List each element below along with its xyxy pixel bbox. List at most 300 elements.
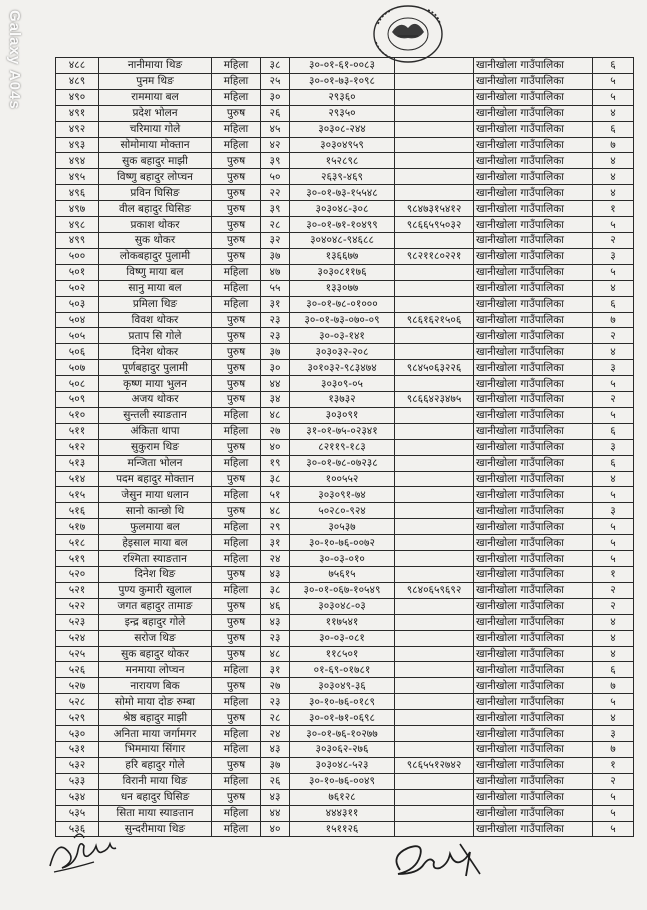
- municipality-cell: खानीखोला गाउँपालिका: [474, 821, 593, 837]
- ward-cell: ४: [593, 185, 634, 201]
- age-cell: ४०: [261, 439, 290, 455]
- age-cell: २७: [261, 423, 290, 439]
- municipality-cell: खानीखोला गाउँपालिका: [474, 487, 593, 503]
- serial-cell: ५१३: [56, 455, 99, 471]
- citizenship-cell: ३०३०३२-२०८: [290, 344, 395, 360]
- name-cell: जेसुन माया धलान: [99, 487, 212, 503]
- citizenship-cell: ११८५०१: [290, 646, 395, 662]
- name-cell: पुण्य कुमारी खुलाल: [99, 582, 212, 598]
- gender-cell: महिला: [212, 821, 261, 837]
- phone-cell: [395, 726, 474, 742]
- age-cell: २४: [261, 551, 290, 567]
- municipality-cell: खानीखोला गाउँपालिका: [474, 646, 593, 662]
- citizenship-cell: ३०-०१-७३-१०९८: [290, 73, 395, 89]
- serial-cell: ५०७: [56, 360, 99, 376]
- age-cell: ४८: [261, 646, 290, 662]
- table-row: [56, 551, 634, 567]
- table-row: [56, 392, 634, 408]
- phone-cell: [395, 503, 474, 519]
- table-row: [56, 598, 634, 614]
- gender-cell: पुरुष: [212, 185, 261, 201]
- municipality-cell: खानीखोला गाउँपालिका: [474, 392, 593, 408]
- citizenship-cell: ८२११९-१८३: [290, 439, 395, 455]
- table-row: [56, 455, 634, 471]
- table-row: [56, 296, 634, 312]
- name-cell: राममाया बल: [99, 89, 212, 105]
- citizenship-cell: ३१-०१-७५-०२३४१: [290, 423, 395, 439]
- ward-cell: ५: [593, 551, 634, 567]
- phone-cell: [395, 280, 474, 296]
- serial-cell: ५०९: [56, 392, 99, 408]
- age-cell: २८: [261, 217, 290, 233]
- gender-cell: महिला: [212, 58, 261, 74]
- serial-cell: ५१६: [56, 503, 99, 519]
- serial-cell: ५३१: [56, 741, 99, 757]
- phone-cell: ९८४५०६३२२६: [395, 360, 474, 376]
- ward-cell: ७: [593, 137, 634, 153]
- gender-cell: पुरुष: [212, 439, 261, 455]
- name-cell: इन्द्र बहादुर गोले: [99, 614, 212, 630]
- name-cell: सरोज थिङ: [99, 630, 212, 646]
- gender-cell: महिला: [212, 121, 261, 137]
- table-row: [56, 248, 634, 264]
- phone-cell: [395, 121, 474, 137]
- citizenship-cell: ३०३०४८-५२३: [290, 757, 395, 773]
- age-cell: ४८: [261, 407, 290, 423]
- table-row: [56, 646, 634, 662]
- age-cell: ३८: [261, 471, 290, 487]
- phone-cell: [395, 567, 474, 583]
- phone-cell: [395, 710, 474, 726]
- serial-cell: ४९९: [56, 232, 99, 248]
- ward-cell: ७: [593, 312, 634, 328]
- serial-cell: ४९७: [56, 201, 99, 217]
- phone-cell: [395, 455, 474, 471]
- serial-cell: ५०५: [56, 328, 99, 344]
- name-cell: सुकुराम थिङ: [99, 439, 212, 455]
- phone-cell: ९८६५५१२७४२: [395, 757, 474, 773]
- municipality-cell: खानीखोला गाउँपालिका: [474, 89, 593, 105]
- ward-cell: ४: [593, 710, 634, 726]
- citizenship-cell: ३०-०३-०१०: [290, 551, 395, 567]
- name-cell: प्रताप सि गोले: [99, 328, 212, 344]
- municipality-cell: खानीखोला गाउँपालिका: [474, 662, 593, 678]
- table-row: [56, 439, 634, 455]
- name-cell: विष्णु बहादुर लोप्चन: [99, 169, 212, 185]
- municipality-cell: खानीखोला गाउँपालिका: [474, 360, 593, 376]
- table-row: [56, 360, 634, 376]
- citizenship-cell: ०१-६९-०१७८१: [290, 662, 395, 678]
- municipality-cell: खानीखोला गाउँपालिका: [474, 741, 593, 757]
- table-row: [56, 710, 634, 726]
- municipality-cell: खानीखोला गाउँपालिका: [474, 551, 593, 567]
- ward-cell: ३: [593, 503, 634, 519]
- table-row: [56, 789, 634, 805]
- table-row: [56, 757, 634, 773]
- citizenship-cell: ५०२८०-९२४: [290, 503, 395, 519]
- serial-cell: ५२९: [56, 710, 99, 726]
- ward-cell: ४: [593, 344, 634, 360]
- gender-cell: पुरुष: [212, 217, 261, 233]
- table-row: [56, 487, 634, 503]
- serial-cell: ४८८: [56, 58, 99, 74]
- phone-cell: [395, 423, 474, 439]
- phone-cell: [395, 789, 474, 805]
- table-row: [56, 376, 634, 392]
- phone-cell: [395, 805, 474, 821]
- municipality-cell: खानीखोला गाउँपालिका: [474, 169, 593, 185]
- age-cell: ५०: [261, 169, 290, 185]
- citizenship-cell: ३०-०१-७१-०६९८: [290, 710, 395, 726]
- phone-cell: [395, 694, 474, 710]
- gender-cell: पुरुष: [212, 105, 261, 121]
- gender-cell: पुरुष: [212, 598, 261, 614]
- name-cell: सुक थोकर: [99, 232, 212, 248]
- age-cell: ४३: [261, 789, 290, 805]
- age-cell: ३७: [261, 248, 290, 264]
- age-cell: ३०: [261, 89, 290, 105]
- citizenship-cell: ३०-०३-१४१: [290, 328, 395, 344]
- name-cell: विरानी माया थिङ: [99, 773, 212, 789]
- ward-cell: ६: [593, 423, 634, 439]
- serial-cell: ५२१: [56, 582, 99, 598]
- table-row: [56, 73, 634, 89]
- serial-cell: ५०२: [56, 280, 99, 296]
- table-row: [56, 726, 634, 742]
- citizenship-cell: १५११२६: [290, 821, 395, 837]
- phone-cell: [395, 551, 474, 567]
- citizenship-cell: ३०-०१-७८-०१०००: [290, 296, 395, 312]
- age-cell: ४७: [261, 264, 290, 280]
- citizenship-cell: ३०-१०-७६-००७२: [290, 535, 395, 551]
- municipality-cell: खानीखोला गाउँपालिका: [474, 296, 593, 312]
- name-cell: हेइसाल माया बल: [99, 535, 212, 551]
- gender-cell: महिला: [212, 137, 261, 153]
- citizenship-cell: ७५६१५: [290, 567, 395, 583]
- ward-cell: ५: [593, 264, 634, 280]
- name-cell: श्रेष्ठ बहादुर माझी: [99, 710, 212, 726]
- gender-cell: पुरुष: [212, 232, 261, 248]
- serial-cell: ४९६: [56, 185, 99, 201]
- table-row: [56, 121, 634, 137]
- device-watermark: Galaxy A04s: [6, 10, 23, 110]
- ward-cell: ३: [593, 726, 634, 742]
- gender-cell: पुरुष: [212, 710, 261, 726]
- ward-cell: ६: [593, 58, 634, 74]
- name-cell: सुन्दरीमाया थिङ: [99, 821, 212, 837]
- phone-cell: [395, 487, 474, 503]
- municipality-cell: खानीखोला गाउँपालिका: [474, 105, 593, 121]
- gender-cell: महिला: [212, 773, 261, 789]
- municipality-cell: खानीखोला गाउँपालिका: [474, 582, 593, 598]
- ward-cell: २: [593, 582, 634, 598]
- age-cell: ४२: [261, 137, 290, 153]
- ward-cell: १: [593, 757, 634, 773]
- municipality-cell: खानीखोला गाउँपालिका: [474, 121, 593, 137]
- citizenship-cell: २९३५०: [290, 105, 395, 121]
- citizenship-cell: ३०-०१-६१-००८३: [290, 58, 395, 74]
- ward-cell: २: [593, 773, 634, 789]
- gender-cell: महिला: [212, 519, 261, 535]
- phone-cell: [395, 471, 474, 487]
- age-cell: ४३: [261, 567, 290, 583]
- name-cell: कृष्ण माया भुलन: [99, 376, 212, 392]
- age-cell: २६: [261, 105, 290, 121]
- serial-cell: ५२३: [56, 614, 99, 630]
- phone-cell: [395, 598, 474, 614]
- name-cell: जगत बहादुर तामाङ: [99, 598, 212, 614]
- ward-cell: ५: [593, 73, 634, 89]
- gender-cell: पुरुष: [212, 201, 261, 217]
- table-row: [56, 773, 634, 789]
- table-row: [56, 694, 634, 710]
- age-cell: ३२: [261, 232, 290, 248]
- ward-cell: ७: [593, 678, 634, 694]
- ward-cell: ५: [593, 789, 634, 805]
- table-row: [56, 678, 634, 694]
- gender-cell: पुरुष: [212, 757, 261, 773]
- gender-cell: पुरुष: [212, 614, 261, 630]
- table-row: [56, 105, 634, 121]
- municipality-cell: खानीखोला गाउँपालिका: [474, 217, 593, 233]
- phone-cell: [395, 646, 474, 662]
- municipality-cell: खानीखोला गाउँपालिका: [474, 137, 593, 153]
- citizenship-cell: ३०३०८-२४४: [290, 121, 395, 137]
- ward-cell: ५: [593, 821, 634, 837]
- gender-cell: महिला: [212, 741, 261, 757]
- serial-cell: ५१४: [56, 471, 99, 487]
- citizenship-cell: ३०-०१-७६-१०२७७: [290, 726, 395, 742]
- name-cell: प्रमिला थिङ: [99, 296, 212, 312]
- phone-cell: [395, 185, 474, 201]
- age-cell: ४३: [261, 614, 290, 630]
- table-row: [56, 471, 634, 487]
- municipality-cell: खानीखोला गाउँपालिका: [474, 598, 593, 614]
- name-cell: प्रविन घिसिङ: [99, 185, 212, 201]
- citizenship-cell: ३०३०६२-२७६: [290, 741, 395, 757]
- phone-cell: ९८४०६५९६९२: [395, 582, 474, 598]
- municipality-cell: खानीखोला गाउँपालिका: [474, 153, 593, 169]
- phone-cell: [395, 376, 474, 392]
- age-cell: २३: [261, 312, 290, 328]
- table-row: [56, 280, 634, 296]
- age-cell: ३८: [261, 582, 290, 598]
- table-row: [56, 58, 634, 74]
- ward-cell: ५: [593, 694, 634, 710]
- citizenship-cell: ३०-१०-७६-०१८९: [290, 694, 395, 710]
- name-cell: सोमो माया दोङ रुम्बा: [99, 694, 212, 710]
- table-row: [56, 567, 634, 583]
- citizenship-cell: १३३०७७: [290, 280, 395, 296]
- age-cell: ३७: [261, 344, 290, 360]
- gender-cell: महिला: [212, 662, 261, 678]
- table-row: [56, 185, 634, 201]
- gender-cell: पुरुष: [212, 630, 261, 646]
- ward-cell: ५: [593, 487, 634, 503]
- serial-cell: ४९३: [56, 137, 99, 153]
- age-cell: ४४: [261, 376, 290, 392]
- gender-cell: महिला: [212, 423, 261, 439]
- serial-cell: ५०३: [56, 296, 99, 312]
- municipality-cell: खानीखोला गाउँपालिका: [474, 58, 593, 74]
- municipality-cell: खानीखोला गाउँपालिका: [474, 407, 593, 423]
- municipality-cell: खानीखोला गाउँपालिका: [474, 280, 593, 296]
- phone-cell: [395, 439, 474, 455]
- phone-cell: [395, 137, 474, 153]
- serial-cell: ५१७: [56, 519, 99, 535]
- gender-cell: महिला: [212, 487, 261, 503]
- serial-cell: ५२०: [56, 567, 99, 583]
- serial-cell: ५२६: [56, 662, 99, 678]
- table-row: [56, 89, 634, 105]
- name-cell: अनिता माया जर्गामगर: [99, 726, 212, 742]
- name-cell: हरि बहादुर गोले: [99, 757, 212, 773]
- age-cell: ३७: [261, 757, 290, 773]
- ward-cell: ५: [593, 519, 634, 535]
- phone-cell: [395, 344, 474, 360]
- age-cell: ३१: [261, 535, 290, 551]
- name-cell: अजय थोकर: [99, 392, 212, 408]
- phone-cell: [395, 264, 474, 280]
- gender-cell: महिला: [212, 89, 261, 105]
- employee-roster-table: [55, 57, 634, 837]
- ward-cell: १: [593, 201, 634, 217]
- ward-cell: ५: [593, 407, 634, 423]
- serial-cell: ५३४: [56, 789, 99, 805]
- roster-table-body: [56, 58, 634, 837]
- gender-cell: महिला: [212, 407, 261, 423]
- serial-cell: ५१०: [56, 407, 99, 423]
- age-cell: ३०: [261, 360, 290, 376]
- ward-cell: ६: [593, 121, 634, 137]
- citizenship-cell: ३०१०३२-९८३४७४: [290, 360, 395, 376]
- ward-cell: ४: [593, 646, 634, 662]
- serial-cell: ४९८: [56, 217, 99, 233]
- ward-cell: ४: [593, 105, 634, 121]
- gender-cell: महिला: [212, 296, 261, 312]
- phone-cell: ९८६६४२३४७५: [395, 392, 474, 408]
- phone-cell: [395, 328, 474, 344]
- gender-cell: पुरुष: [212, 471, 261, 487]
- name-cell: फुलमाया बल: [99, 519, 212, 535]
- municipality-cell: खानीखोला गाउँपालिका: [474, 567, 593, 583]
- municipality-cell: खानीखोला गाउँपालिका: [474, 232, 593, 248]
- citizenship-cell: ३०-०१-७८-०७२३८: [290, 455, 395, 471]
- name-cell: भिममाया सिंगार: [99, 741, 212, 757]
- table-row: [56, 423, 634, 439]
- gender-cell: पुरुष: [212, 328, 261, 344]
- name-cell: मन्जिता भोलन: [99, 455, 212, 471]
- age-cell: २७: [261, 678, 290, 694]
- ward-cell: २: [593, 392, 634, 408]
- ward-cell: ४: [593, 169, 634, 185]
- ward-cell: ४: [593, 471, 634, 487]
- table-row: [56, 312, 634, 328]
- serial-cell: ५१२: [56, 439, 99, 455]
- ward-cell: १: [593, 567, 634, 583]
- name-cell: मनमाया लोप्चन: [99, 662, 212, 678]
- phone-cell: [395, 407, 474, 423]
- age-cell: ४८: [261, 503, 290, 519]
- table-row: [56, 805, 634, 821]
- gender-cell: महिला: [212, 455, 261, 471]
- phone-cell: [395, 169, 474, 185]
- ward-cell: ४: [593, 630, 634, 646]
- age-cell: ५५: [261, 280, 290, 296]
- ward-cell: ५: [593, 535, 634, 551]
- age-cell: २३: [261, 630, 290, 646]
- municipality-cell: खानीखोला गाउँपालिका: [474, 439, 593, 455]
- table-row: [56, 630, 634, 646]
- gender-cell: पुरुष: [212, 646, 261, 662]
- name-cell: पूर्णबहादुर पुलामी: [99, 360, 212, 376]
- citizenship-cell: ३०-१०-७६-००४९: [290, 773, 395, 789]
- age-cell: ३९: [261, 201, 290, 217]
- serial-cell: ४९०: [56, 89, 99, 105]
- gender-cell: महिला: [212, 535, 261, 551]
- table-row: [56, 741, 634, 757]
- serial-cell: ५३५: [56, 805, 99, 821]
- ward-cell: २: [593, 598, 634, 614]
- age-cell: ४३: [261, 741, 290, 757]
- table-row: [56, 328, 634, 344]
- serial-cell: ४९५: [56, 169, 99, 185]
- phone-cell: [395, 153, 474, 169]
- municipality-cell: खानीखोला गाउँपालिका: [474, 678, 593, 694]
- municipality-cell: खानीखोला गाउँपालिका: [474, 726, 593, 742]
- name-cell: विष्णु माया बल: [99, 264, 212, 280]
- serial-cell: ४९२: [56, 121, 99, 137]
- gender-cell: पुरुष: [212, 678, 261, 694]
- serial-cell: ५१५: [56, 487, 99, 503]
- age-cell: ४४: [261, 805, 290, 821]
- table-row: [56, 582, 634, 598]
- table-row: [56, 407, 634, 423]
- age-cell: ४०: [261, 821, 290, 837]
- gender-cell: पुरुष: [212, 344, 261, 360]
- table-row: [56, 821, 634, 837]
- age-cell: २३: [261, 694, 290, 710]
- gender-cell: पुरुष: [212, 153, 261, 169]
- name-cell: दिनेश थोकर: [99, 344, 212, 360]
- serial-cell: ५२२: [56, 598, 99, 614]
- ward-cell: २: [593, 328, 634, 344]
- citizenship-cell: ३०३०४९-३६: [290, 678, 395, 694]
- table-row: [56, 217, 634, 233]
- serial-cell: ५११: [56, 423, 99, 439]
- table-row: [56, 232, 634, 248]
- citizenship-cell: ३०३०९१: [290, 407, 395, 423]
- phone-cell: ९८६१६२१५०६: [395, 312, 474, 328]
- serial-cell: ५०८: [56, 376, 99, 392]
- citizenship-cell: ४४४३११: [290, 805, 395, 821]
- serial-cell: ५२७: [56, 678, 99, 694]
- municipality-cell: खानीखोला गाउँपालिका: [474, 694, 593, 710]
- signature-right: [386, 836, 494, 886]
- serial-cell: ५०१: [56, 264, 99, 280]
- phone-cell: [395, 105, 474, 121]
- citizenship-cell: १३६६७७: [290, 248, 395, 264]
- table-row: [56, 153, 634, 169]
- age-cell: ४५: [261, 121, 290, 137]
- ward-cell: ६: [593, 455, 634, 471]
- ward-cell: ५: [593, 217, 634, 233]
- name-cell: चरिमाया गोले: [99, 121, 212, 137]
- serial-cell: ५००: [56, 248, 99, 264]
- name-cell: पुनम थिङ: [99, 73, 212, 89]
- table-row: [56, 503, 634, 519]
- serial-cell: ४८९: [56, 73, 99, 89]
